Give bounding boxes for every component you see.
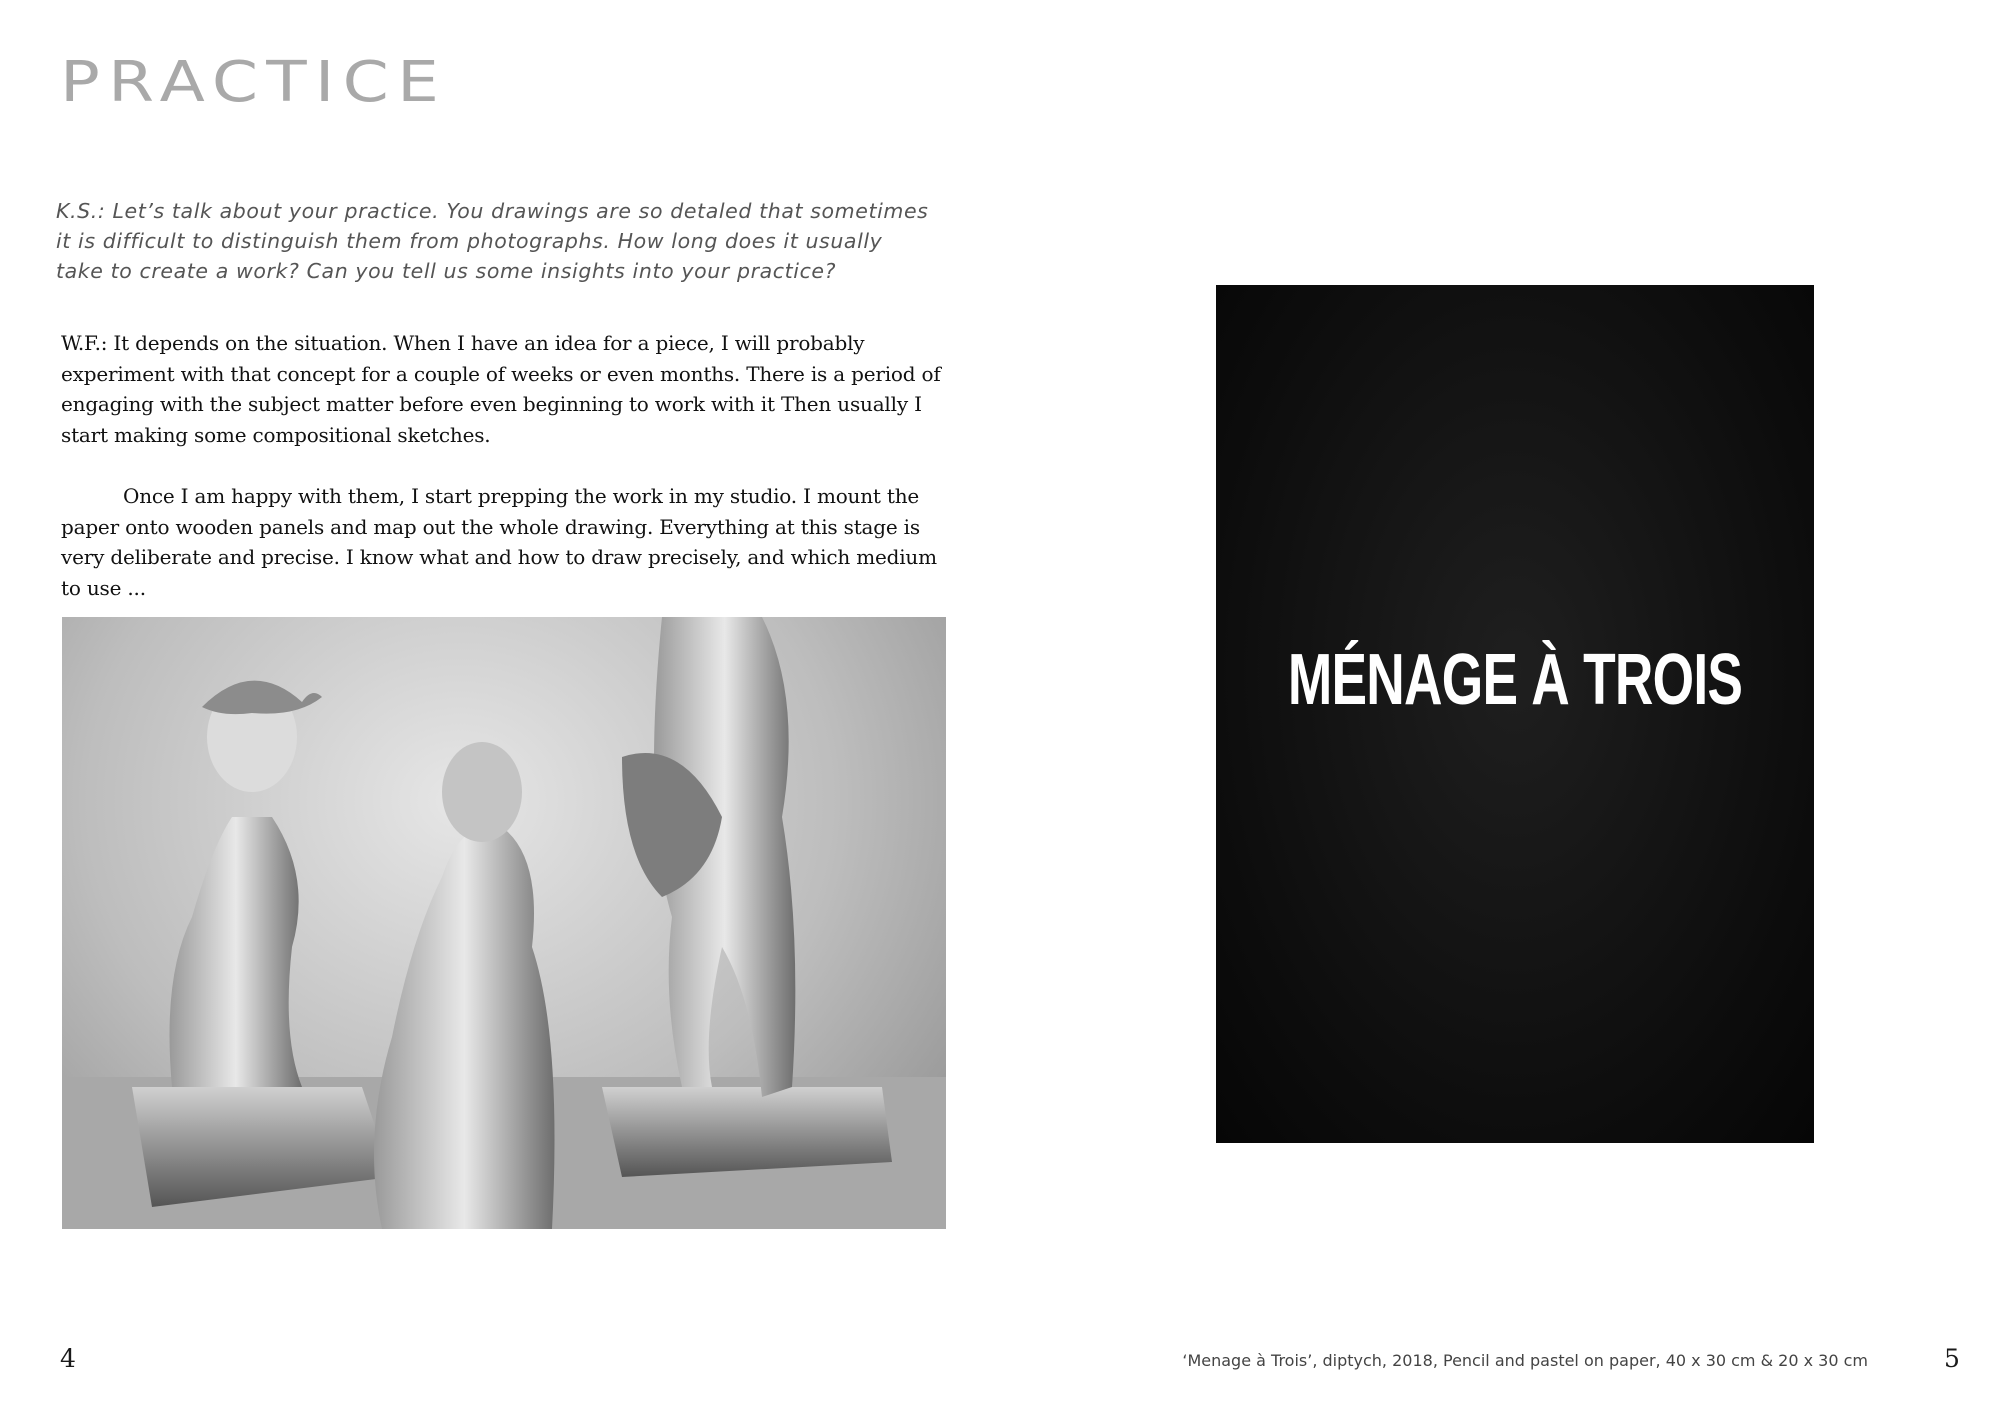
- base-right-shape: [602, 1087, 892, 1177]
- artwork-caption: ‘Menage à Trois’, diptych, 2018, Pencil and pastel on paper, 40 x 30 cm & 20 x 30 cm: [1182, 1351, 1868, 1370]
- interview-question: K.S.: Let’s talk about your practice. You drawings are so detaled that sometimes it is difficult to distinguish them from photographs. How long does it usually take to create a work? Can you tell us some insights into your practice?: [56, 199, 929, 283]
- center-figure-shape: [374, 826, 555, 1229]
- page-number-left: 4: [60, 1344, 76, 1373]
- answer-paragraph-1: W.F.: It depends on the situation. When I have an idea for a piece, I will probably experiment with that concept for a couple of weeks or even months. There is a period of engaging with the subject matter before even beginning to work with it Then usually I start making some compositional sketches.: [61, 331, 941, 447]
- artwork-drawing-statues: [62, 617, 946, 1229]
- answer-paragraph-2: Once I am happy with them, I start prepping the work in my studio. I mount the paper onto wooden panels and map out the whole drawing. Everything at this stage is very deliberate and precise. I know what and how to draw precisely, and which medium to use ...: [61, 484, 937, 600]
- head-center-shape: [442, 742, 522, 842]
- section-title: PRACTICE: [60, 50, 448, 115]
- hat-shape: [202, 681, 322, 714]
- statues-illustration: [62, 617, 946, 1229]
- artwork-title-text: MÉNAGE À TROIS: [1287, 640, 1743, 720]
- seated-figure-shape: [170, 817, 303, 1087]
- interview-answer: [61, 328, 941, 603]
- artwork-text-panel: [1216, 285, 1814, 1143]
- page-number-right: 5: [1944, 1344, 1960, 1373]
